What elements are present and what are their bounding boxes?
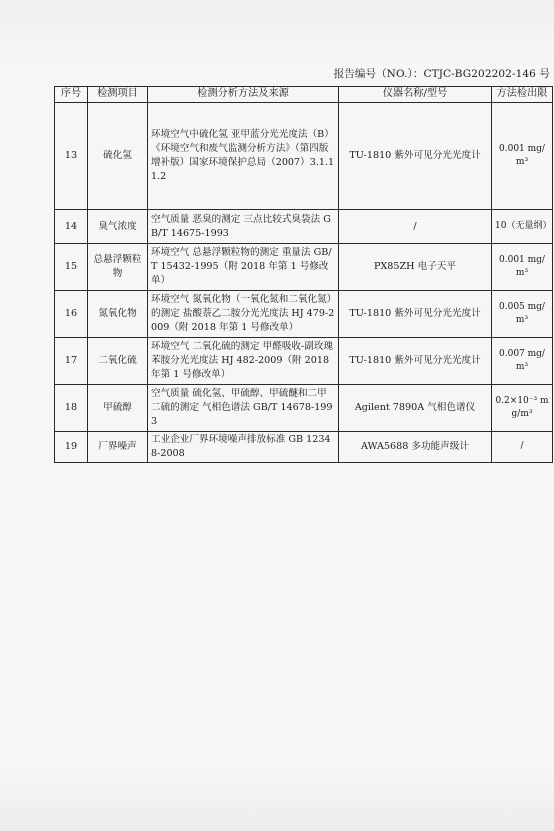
row-item: 硫化氢 [88,103,148,210]
row-method: 空气质量 硫化氢、甲硫醇、甲硫醚和二甲二硫的测定 气相色谱法 GB/T 14678-1993 [148,385,339,432]
row-instrument: TU-1810 紫外可见分光光度计 [339,291,492,338]
row-instrument: TU-1810 紫外可见分光光度计 [339,338,492,385]
row-no: 16 [55,291,88,338]
table-row [55,338,553,385]
header-instrument: 仪器名称/型号 [339,87,492,103]
table-row [55,244,553,291]
row-instrument: PX85ZH 电子天平 [339,244,492,291]
row-method: 环境空气 二氧化硫的测定 甲醛吸收-副玫瑰苯胺分光光度法 HJ 482-2009（附 2018 年第 1 号修改单） [148,338,339,385]
row-method: 空气质量 恶臭的测定 三点比较式臭袋法 GB/T 14675-1993 [148,210,339,244]
report-number: 报告编号（NO.）：CTJC-BG202202-146 号 [333,68,550,80]
row-no: 13 [55,103,88,210]
header-no: 序号 [55,87,88,103]
table-header-row [55,87,553,103]
table-row [55,385,553,432]
row-instrument: AWA5688 多功能声级计 [339,432,492,463]
row-limit: 0.007 mg/m³ [492,338,553,385]
row-item: 氮氧化物 [88,291,148,338]
table-row [55,432,553,463]
row-limit: / [492,432,553,463]
row-item: 总悬浮颗粒物 [88,244,148,291]
row-limit: 0.2×10⁻³ mg/m³ [492,385,553,432]
row-limit: 0.001 mg/m³ [492,103,553,210]
row-no: 15 [55,244,88,291]
row-method: 工业企业厂界环境噪声排放标准 GB 12348-2008 [148,432,339,463]
methods-table [54,86,553,463]
header-method: 检测分析方法及来源 [148,87,339,103]
table-row [55,210,553,244]
row-item: 臭气浓度 [88,210,148,244]
row-item: 甲硫醇 [88,385,148,432]
row-no: 18 [55,385,88,432]
row-limit: 10（无量纲） [492,210,553,244]
row-instrument: / [339,210,492,244]
row-no: 19 [55,432,88,463]
row-no: 17 [55,338,88,385]
table-row [55,291,553,338]
row-limit: 0.001 mg/m³ [492,244,553,291]
row-item: 二氧化硫 [88,338,148,385]
row-method: 环境空气 总悬浮颗粒物的测定 重量法 GB/T 15432-1995（附 2018 年第 1 号修改单） [148,244,339,291]
row-instrument: Agilent 7890A 气相色谱仪 [339,385,492,432]
row-method: 环境空气中硫化氢 亚甲蓝分光光度法（B）《环境空气和废气监测分析方法》（第四版增补版）国家环境保护总局（2007）3.1.11.2 [148,103,339,210]
row-item: 厂界噪声 [88,432,148,463]
row-instrument: TU-1810 紫外可见分光光度计 [339,103,492,210]
row-no: 14 [55,210,88,244]
row-method: 环境空气 氮氧化物（一氧化氮和二氧化氮）的测定 盐酸萘乙二胺分光光度法 HJ 479-2009（附 2018 年第 1 号修改单） [148,291,339,338]
header-item: 检测项目 [88,87,148,103]
table-row [55,103,553,210]
row-limit: 0.005 mg/m³ [492,291,553,338]
header-limit: 方法检出限 [492,87,553,103]
